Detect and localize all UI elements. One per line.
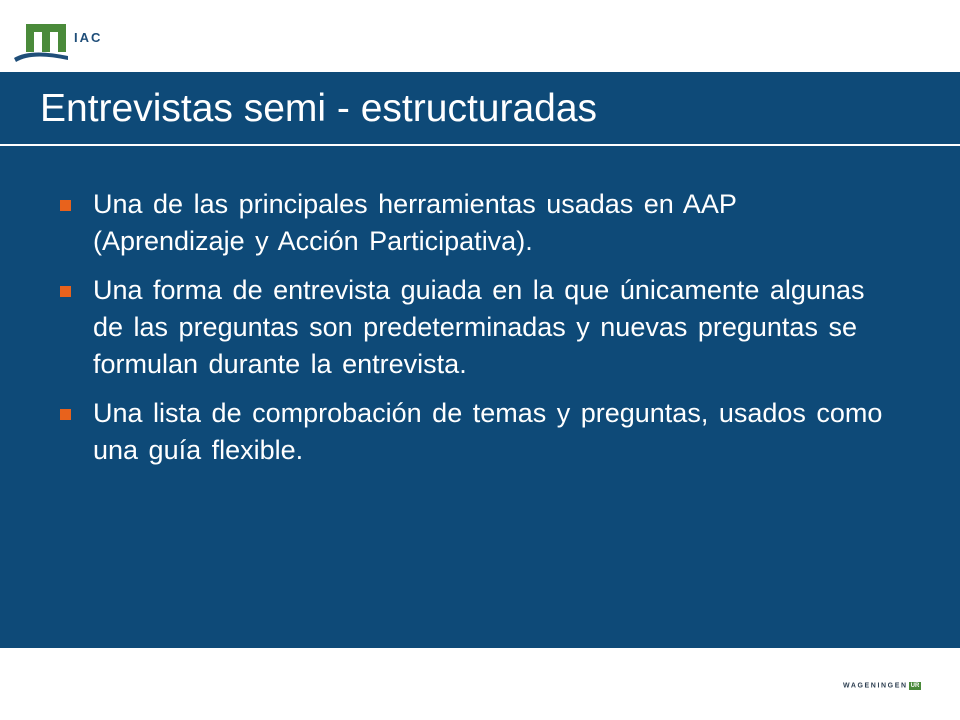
bullet-text: Una forma de entrevista guiada en la que únicamente algunas de las preguntas son predeterminadas y nuevas preguntas se formulan durante la entrevista. bbox=[93, 275, 865, 379]
square-bullet-icon bbox=[60, 409, 71, 420]
bullet-list bbox=[60, 186, 890, 481]
square-bullet-icon bbox=[60, 286, 71, 297]
slide-title: Entrevistas semi - estructuradas bbox=[40, 87, 598, 130]
bullet-item bbox=[60, 186, 890, 260]
bullet-item bbox=[60, 272, 890, 383]
title-divider bbox=[0, 144, 960, 146]
footer-logo-badge: UR bbox=[910, 682, 920, 689]
iac-logo bbox=[12, 22, 122, 66]
square-bullet-icon bbox=[60, 200, 71, 211]
wageningen-logo-icon bbox=[843, 677, 939, 689]
iac-logo-icon bbox=[12, 22, 72, 66]
bullet-text: Una lista de comprobación de temas y preguntas, usados como una guía flexible. bbox=[93, 398, 883, 465]
bullet-text: Una de las principales herramientas usadas en AAP (Aprendizaje y Acción Participativa). bbox=[93, 189, 737, 256]
footer-logo-text: WAGENINGEN bbox=[843, 682, 908, 690]
iac-logo-text: IAC bbox=[74, 30, 103, 45]
bullet-item bbox=[60, 395, 890, 469]
